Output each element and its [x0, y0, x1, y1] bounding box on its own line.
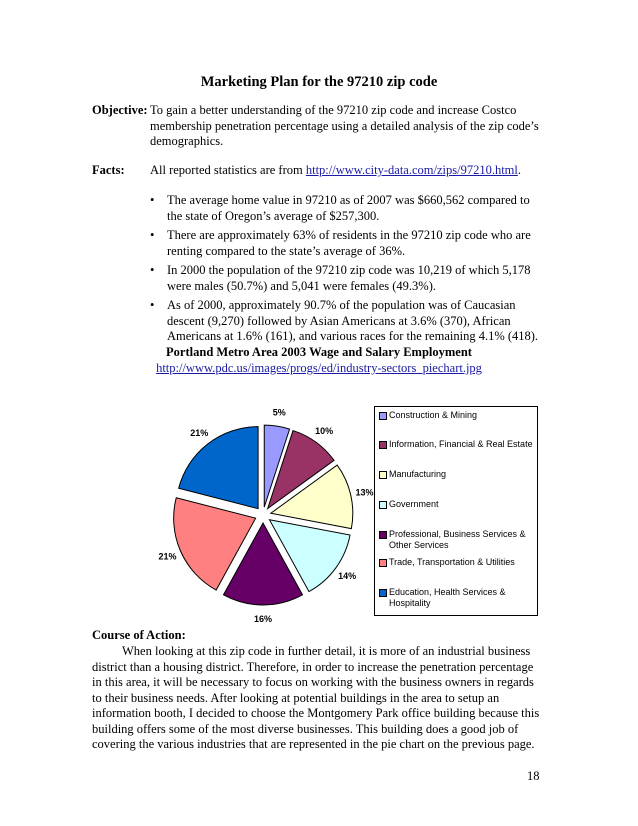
pie-data-label: 16% [253, 614, 273, 624]
facts-source-link[interactable]: http://www.city-data.com/zips/97210.html [305, 163, 518, 177]
fact-bullet-text: As of 2000, approximately 90.7% of the population was of Caucasian descent (9,270) followed by Asian Americans at 3.6% (370), African Americans at 1.6% (161), and various races for the remaining 4.1% (418). [167, 298, 539, 343]
legend-swatch [379, 589, 387, 597]
legend-label: Government [389, 499, 439, 509]
pie-data-label: 10% [315, 425, 334, 436]
legend-label: Education, Health Services & Hospitality [389, 587, 506, 608]
pie-data-label: 21% [158, 551, 177, 562]
fact-bullet-text: There are approximately 63% of residents in the 97210 zip code who are renting compared to the state’s average of 36%. [167, 228, 531, 258]
course-heading: Course of Action: [92, 628, 186, 642]
pie-data-label: 14% [338, 571, 357, 582]
legend-swatch [379, 441, 387, 449]
legend-swatch [379, 559, 387, 567]
chart-title: Portland Metro Area 2003 Wage and Salary Employment [166, 345, 472, 359]
legend-label: Manufacturing [389, 469, 447, 479]
chart-source-link[interactable]: http://www.pdc.us/images/progs/ed/industry-sectors_piechart.jpg [156, 361, 482, 375]
legend-swatch [379, 412, 387, 420]
fact-bullet-text: In 2000 the population of the 97210 zip code was 10,219 of which 5,178 were males (50.7%) and 5,041 were females (49.3%). [167, 263, 531, 293]
course-paragraph: When looking at this zip code in further detail, it is more of an industrial business district than a housing district. Therefore, in order to increase the penetration percentage in this area, it will be necessary to focus on working with the business owners in regards to their business needs. After looking at potential buildings in the area to setup an information booth, I decided to choose the Montgomery Park office building because this building offers some of the most diverse businesses. This building does a good job of covering the various industries that are represented in the pie chart on the previous page. [92, 644, 540, 751]
page-number: 18 [527, 769, 540, 783]
legend-label: Construction & Mining [389, 410, 478, 420]
chart-legend [374, 406, 538, 616]
legend-label: Professional, Business Services & Other Services [389, 529, 526, 550]
bullet-marker: • [150, 263, 155, 277]
pie-slice [179, 427, 258, 509]
bullet-marker: • [150, 228, 155, 242]
legend-swatch [379, 471, 387, 479]
pie-data-label: 5% [272, 407, 286, 418]
pie-data-label: 21% [190, 427, 209, 438]
legend-swatch [379, 531, 387, 539]
legend-swatch [379, 501, 387, 509]
objective-label: Objective: [92, 103, 148, 117]
pie-data-label: 13% [355, 487, 374, 498]
facts-intro: All reported statistics are from http://www.city-data.com/zips/97210.html. [150, 163, 521, 177]
bullet-marker: • [150, 298, 155, 312]
fact-bullet-text: The average home value in 97210 as of 2007 was $660,562 compared to the state of Oregon’s average of $257,300. [167, 193, 530, 223]
legend-label: Trade, Transportation & Utilities [389, 557, 515, 567]
facts-label: Facts: [92, 163, 125, 177]
page-title: Marketing Plan for the 97210 zip code [200, 74, 438, 90]
legend-label: Information, Financial & Real Estate [389, 439, 533, 449]
objective-text: To gain a better understanding of the 97210 zip code and increase Costco membership penetration percentage using a detailed analysis of the zip code’s demographics. [150, 103, 539, 148]
bullet-marker: • [150, 193, 155, 207]
